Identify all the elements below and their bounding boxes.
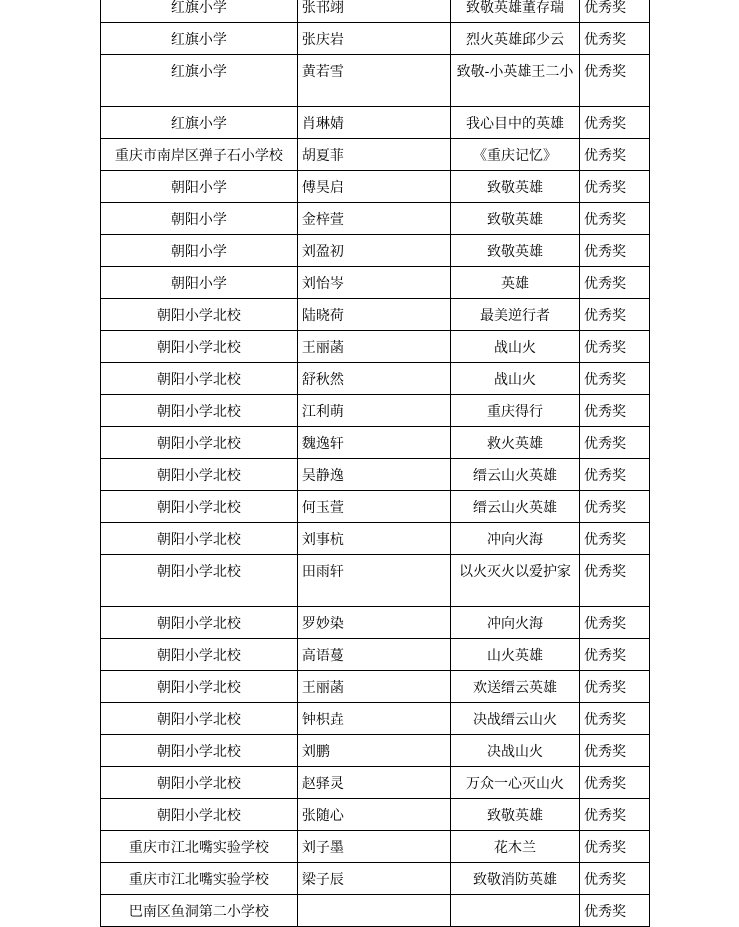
table-row [101, 299, 650, 331]
school-cell: 红旗小学 [101, 55, 298, 107]
student-name-cell: 胡夏菲 [297, 139, 450, 171]
school-cell: 朝阳小学 [101, 267, 298, 299]
student-name-cell: 刘盈初 [297, 235, 450, 267]
table-row [101, 203, 650, 235]
student-name-cell: 肖琳婧 [297, 107, 450, 139]
school-cell: 红旗小学 [101, 0, 298, 23]
school-cell: 朝阳小学北校 [101, 555, 298, 607]
student-name-cell: 王丽菡 [297, 671, 450, 703]
school-cell: 朝阳小学北校 [101, 491, 298, 523]
table-row [101, 171, 650, 203]
school-cell: 重庆市江北嘴实验学校 [101, 831, 298, 863]
work-title-cell: 致敬英雄 [451, 799, 580, 831]
work-title-cell: 以火灭火以爱护家 [451, 555, 580, 607]
school-cell: 朝阳小学北校 [101, 671, 298, 703]
award-cell: 优秀奖 [579, 799, 649, 831]
student-name-cell: 黄若雪 [297, 55, 450, 107]
table-row [101, 863, 650, 895]
student-name-cell: 江利萌 [297, 395, 450, 427]
student-name-cell: 赵驿灵 [297, 767, 450, 799]
school-cell: 朝阳小学北校 [101, 523, 298, 555]
award-cell: 优秀奖 [579, 395, 649, 427]
work-title-cell: 缙云山火英雄 [451, 491, 580, 523]
table-row [101, 735, 650, 767]
student-name-cell: 田雨轩 [297, 555, 450, 607]
table-row [101, 107, 650, 139]
school-cell: 朝阳小学北校 [101, 703, 298, 735]
student-name-cell: 傅昊启 [297, 171, 450, 203]
award-cell: 优秀奖 [579, 703, 649, 735]
work-title-cell: 致敬英雄 [451, 171, 580, 203]
award-cell: 优秀奖 [579, 639, 649, 671]
work-title-cell [451, 895, 580, 927]
school-cell: 巴南区鱼洞第二小学校 [101, 895, 298, 927]
student-name-cell: 刘怡岑 [297, 267, 450, 299]
award-cell: 优秀奖 [579, 139, 649, 171]
work-title-cell: 缙云山火英雄 [451, 459, 580, 491]
award-cell: 优秀奖 [579, 671, 649, 703]
award-list-table [100, 0, 650, 927]
student-name-cell: 何玉萱 [297, 491, 450, 523]
table-row [101, 139, 650, 171]
award-cell: 优秀奖 [579, 235, 649, 267]
award-cell: 优秀奖 [579, 607, 649, 639]
work-title-cell: 英雄 [451, 267, 580, 299]
award-cell: 优秀奖 [579, 555, 649, 607]
school-cell: 朝阳小学北校 [101, 607, 298, 639]
work-title-cell: 重庆得行 [451, 395, 580, 427]
table-row [101, 363, 650, 395]
student-name-cell: 张邗翊 [297, 0, 450, 23]
student-name-cell: 高语蔓 [297, 639, 450, 671]
school-cell: 朝阳小学北校 [101, 299, 298, 331]
table-row [101, 459, 650, 491]
work-title-cell: 最美逆行者 [451, 299, 580, 331]
school-cell: 朝阳小学北校 [101, 767, 298, 799]
table-row [101, 235, 650, 267]
table-row [101, 523, 650, 555]
school-cell: 朝阳小学北校 [101, 639, 298, 671]
award-cell: 优秀奖 [579, 299, 649, 331]
table-row [101, 395, 650, 427]
work-title-cell: 我心目中的英雄 [451, 107, 580, 139]
work-title-cell: 战山火 [451, 363, 580, 395]
work-title-cell: 烈火英雄邱少云 [451, 23, 580, 55]
work-title-cell: 欢送缙云英雄 [451, 671, 580, 703]
school-cell: 朝阳小学 [101, 171, 298, 203]
student-name-cell: 舒秋然 [297, 363, 450, 395]
award-cell: 优秀奖 [579, 459, 649, 491]
work-title-cell: 致敬英雄董存瑞 [451, 0, 580, 23]
table-row [101, 331, 650, 363]
award-cell: 优秀奖 [579, 735, 649, 767]
work-title-cell: 救火英雄 [451, 427, 580, 459]
award-cell: 优秀奖 [579, 767, 649, 799]
award-cell: 优秀奖 [579, 0, 649, 23]
table-row [101, 895, 650, 927]
school-cell: 朝阳小学北校 [101, 799, 298, 831]
student-name-cell: 张庆岩 [297, 23, 450, 55]
work-title-cell: 山火英雄 [451, 639, 580, 671]
work-title-cell: 冲向火海 [451, 607, 580, 639]
award-cell: 优秀奖 [579, 491, 649, 523]
school-cell: 朝阳小学 [101, 203, 298, 235]
award-cell: 优秀奖 [579, 523, 649, 555]
school-cell: 朝阳小学北校 [101, 459, 298, 491]
table-row [101, 555, 650, 607]
award-cell: 优秀奖 [579, 171, 649, 203]
work-title-cell: 万众一心灭山火 [451, 767, 580, 799]
school-cell: 重庆市南岸区弹子石小学校 [101, 139, 298, 171]
work-title-cell: 决战缙云山火 [451, 703, 580, 735]
work-title-cell: 《重庆记忆》 [451, 139, 580, 171]
student-name-cell: 王丽菡 [297, 331, 450, 363]
student-name-cell: 刘鹏 [297, 735, 450, 767]
student-name-cell: 刘子墨 [297, 831, 450, 863]
table-row [101, 491, 650, 523]
award-cell: 优秀奖 [579, 831, 649, 863]
award-cell: 优秀奖 [579, 331, 649, 363]
student-name-cell: 金梓萱 [297, 203, 450, 235]
table-row [101, 767, 650, 799]
award-cell: 优秀奖 [579, 55, 649, 107]
award-table-container [100, 0, 650, 927]
student-name-cell: 陆晓荷 [297, 299, 450, 331]
work-title-cell: 致敬消防英雄 [451, 863, 580, 895]
award-cell: 优秀奖 [579, 23, 649, 55]
table-row [101, 703, 650, 735]
table-row [101, 671, 650, 703]
school-cell: 朝阳小学北校 [101, 735, 298, 767]
award-table-body [101, 0, 650, 927]
award-cell: 优秀奖 [579, 107, 649, 139]
table-row [101, 267, 650, 299]
table-row [101, 639, 650, 671]
work-title-cell: 花木兰 [451, 831, 580, 863]
award-cell: 优秀奖 [579, 863, 649, 895]
table-row [101, 427, 650, 459]
work-title-cell: 致敬英雄 [451, 203, 580, 235]
table-row [101, 23, 650, 55]
school-cell: 朝阳小学北校 [101, 395, 298, 427]
student-name-cell: 吴静逸 [297, 459, 450, 491]
work-title-cell: 致敬英雄 [451, 235, 580, 267]
table-row [101, 55, 650, 107]
work-title-cell: 战山火 [451, 331, 580, 363]
student-name-cell [297, 895, 450, 927]
student-name-cell: 刘事杭 [297, 523, 450, 555]
award-cell: 优秀奖 [579, 427, 649, 459]
student-name-cell: 梁子辰 [297, 863, 450, 895]
school-cell: 红旗小学 [101, 107, 298, 139]
work-title-cell: 决战山火 [451, 735, 580, 767]
school-cell: 重庆市江北嘴实验学校 [101, 863, 298, 895]
school-cell: 红旗小学 [101, 23, 298, 55]
school-cell: 朝阳小学 [101, 235, 298, 267]
award-cell: 优秀奖 [579, 895, 649, 927]
school-cell: 朝阳小学北校 [101, 363, 298, 395]
table-row [101, 0, 650, 23]
table-row [101, 831, 650, 863]
award-cell: 优秀奖 [579, 363, 649, 395]
student-name-cell: 张随心 [297, 799, 450, 831]
table-row [101, 799, 650, 831]
table-row [101, 607, 650, 639]
award-cell: 优秀奖 [579, 203, 649, 235]
school-cell: 朝阳小学北校 [101, 427, 298, 459]
student-name-cell: 钟枳垚 [297, 703, 450, 735]
student-name-cell: 罗妙染 [297, 607, 450, 639]
work-title-cell: 冲向火海 [451, 523, 580, 555]
student-name-cell: 魏逸轩 [297, 427, 450, 459]
award-cell: 优秀奖 [579, 267, 649, 299]
school-cell: 朝阳小学北校 [101, 331, 298, 363]
work-title-cell: 致敬-小英雄王二小 [451, 55, 580, 107]
